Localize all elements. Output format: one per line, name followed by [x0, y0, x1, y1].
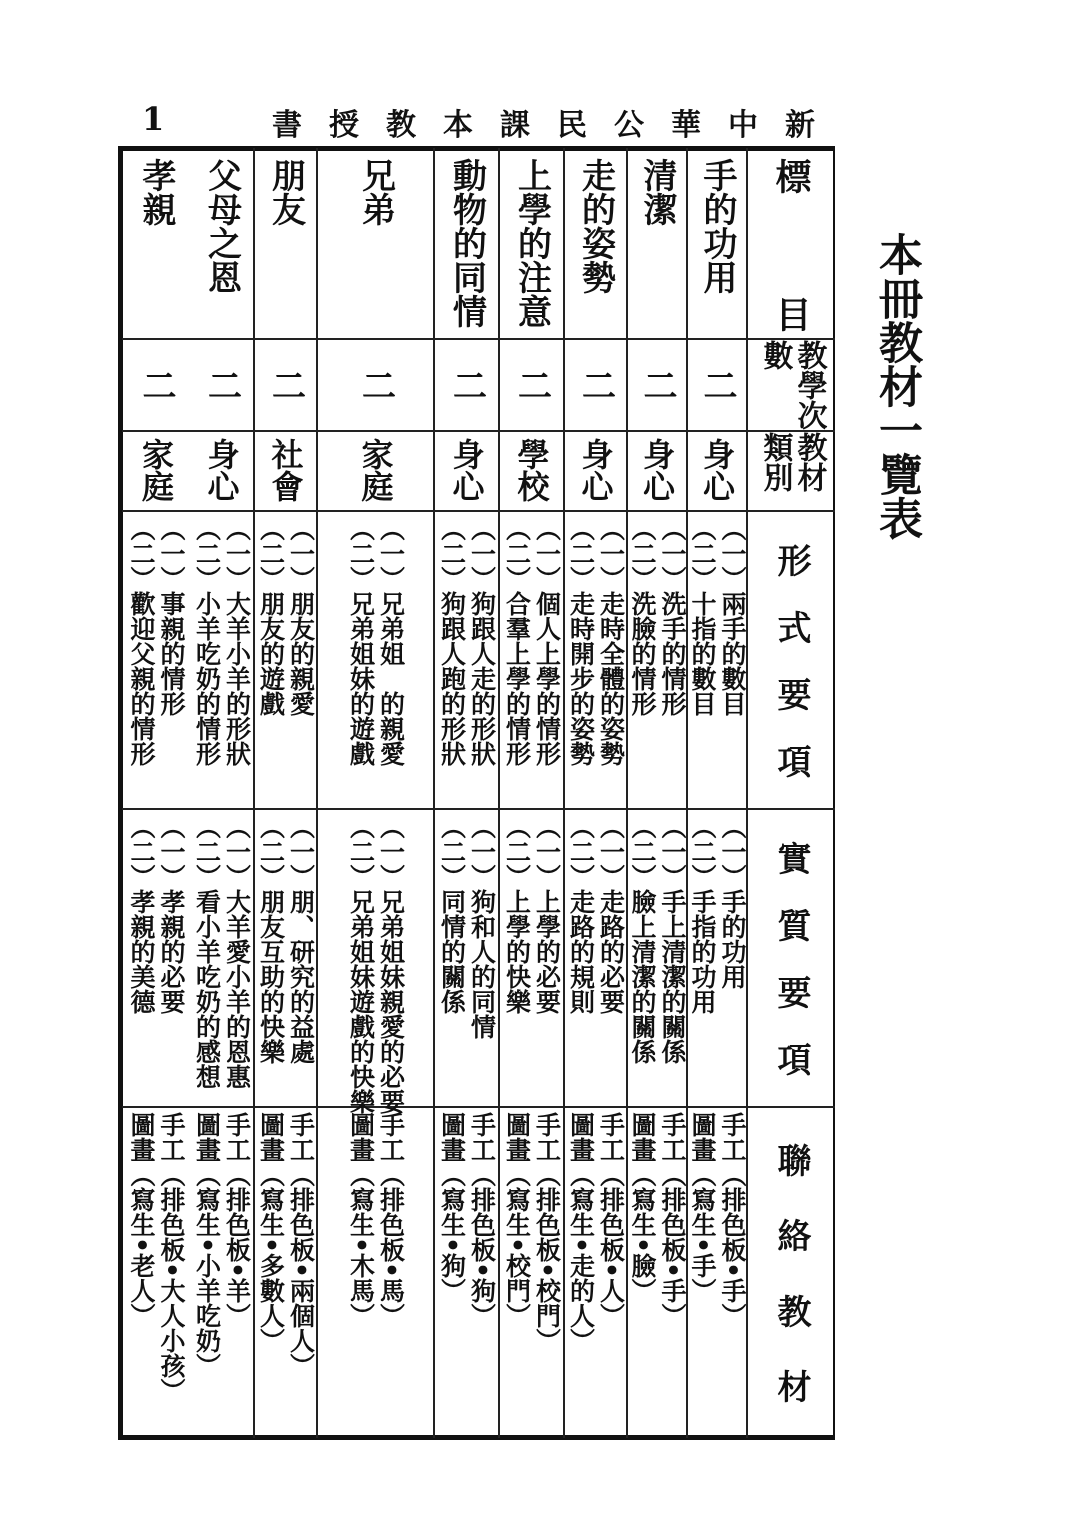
lesson-substance-list [256, 810, 316, 1106]
lesson-form-cell [122, 512, 190, 810]
lesson-substance-list [687, 810, 747, 1106]
lesson-form-item: （一）大羊小羊的形狀 [222, 516, 252, 766]
lesson-substance-item: （二）朋友互助的快樂 [256, 814, 286, 1064]
lesson-substance-list [627, 810, 687, 1106]
lesson-substance-cell [122, 810, 190, 1108]
lesson-form-item: （二）狗跟人跑的形狀 [437, 516, 467, 766]
lesson-links-cell [435, 1108, 498, 1438]
lesson-column [628, 148, 688, 1438]
lesson-title-cell [565, 148, 626, 340]
page-title: 本冊教材一覽表 [871, 232, 922, 540]
lesson-substance-cell [190, 810, 253, 1108]
lesson-substance-item: （二）同情的關係 [437, 814, 467, 1014]
lesson-substance-cell [500, 810, 563, 1108]
lesson-category: 家庭 [356, 438, 395, 502]
lesson-title-cell [255, 148, 316, 340]
lesson-category: 學校 [512, 438, 551, 502]
lesson-substance-cell [435, 810, 498, 1108]
lesson-links-item: 圖畫（寫生•手） [688, 1112, 717, 1303]
lesson-form-list [256, 512, 316, 808]
lesson-title-cell [500, 148, 563, 340]
lesson-category-cell [318, 432, 433, 512]
lesson-title: 手的功用 [697, 158, 737, 294]
lesson-links-item: 圖畫（寫生•校門） [502, 1112, 532, 1328]
lesson-title-cell [435, 148, 498, 340]
lesson-category: 身心 [698, 438, 736, 502]
lesson-links-list [126, 1108, 186, 1438]
header-count: 教學次數 [757, 340, 827, 430]
lesson-form-item: （二）兄弟姐妹的遊戲 [346, 516, 376, 766]
lesson-substance-cell [255, 810, 316, 1108]
lesson-substance-item: （二）臉上清潔的關係 [628, 814, 657, 1064]
header-form-char: 形 [771, 542, 811, 577]
lesson-form-cell [435, 512, 498, 810]
lesson-title-cell [628, 148, 686, 340]
header-title-char: 標 [770, 158, 812, 194]
lesson-category: 身心 [447, 438, 486, 502]
lesson-substance-item: （一）上學的必要 [532, 814, 562, 1014]
header-column [748, 148, 835, 1438]
lesson-form-item: （二）走時開步的姿勢 [566, 516, 596, 766]
lesson-links-list [437, 1108, 497, 1438]
lesson-column [318, 148, 435, 1438]
lesson-substance-item: （一）朋、研究的益處 [286, 814, 316, 1064]
lesson-substance-list [126, 810, 186, 1106]
lesson-count: 二 [511, 368, 552, 402]
header-form [767, 512, 816, 808]
lesson-substance-item: （二）孝親的美德 [127, 814, 156, 1014]
lesson-count-cell [255, 340, 316, 432]
lesson-links-item: 手工（排色板•羊） [222, 1112, 252, 1328]
lesson-column [190, 148, 255, 1438]
header-links-cell [748, 1108, 835, 1438]
lesson-title: 清潔 [637, 158, 677, 226]
lesson-links-item: 圖畫（寫生•狗） [437, 1112, 467, 1303]
header-title-cell [748, 148, 835, 340]
lesson-substance-list [502, 810, 562, 1106]
lesson-category: 家庭 [137, 438, 175, 502]
lesson-form-cell [500, 512, 563, 810]
lesson-column [122, 148, 190, 1438]
lesson-links-item: 手工（排色板•狗） [467, 1112, 497, 1328]
lesson-count-cell [628, 340, 686, 432]
lesson-form-list [502, 512, 562, 808]
lesson-title: 朋友 [265, 158, 306, 226]
lesson-count-cell [122, 340, 190, 432]
lesson-count-cell [688, 340, 746, 432]
lesson-links-item: 圖畫（寫生•走的人） [566, 1112, 596, 1353]
lesson-form-cell [628, 512, 686, 810]
lesson-links-item: 手工（排色板•手） [658, 1112, 687, 1328]
header-links-char: 教 [771, 1293, 811, 1328]
lesson-form-cell [318, 512, 433, 810]
lesson-links-item: 手工（排色板•馬） [376, 1112, 406, 1328]
lesson-title-cell [122, 148, 190, 340]
header-links-char: 聯 [771, 1142, 811, 1177]
lesson-links-item: 圖畫（寫生•老人） [127, 1112, 156, 1328]
header-substance-cell [748, 810, 835, 1108]
lesson-category-cell [435, 432, 498, 512]
lesson-links-list [687, 1108, 747, 1438]
lesson-category-cell [255, 432, 316, 512]
lesson-links-item: 圖畫（寫生•多數人） [256, 1112, 286, 1353]
header-category: 教材類別 [757, 432, 827, 492]
lesson-substance-item: （二）兄弟姐妹遊戲的快樂 [346, 814, 376, 1114]
lesson-count: 二 [355, 368, 396, 402]
lesson-form-list [346, 512, 406, 808]
lesson-title: 動物的同情 [446, 158, 487, 328]
lesson-links-cell [122, 1108, 190, 1438]
lesson-column [255, 148, 318, 1438]
lesson-links-list [256, 1108, 316, 1438]
lesson-title: 上學的注意 [511, 158, 552, 328]
lesson-form-cell [688, 512, 746, 810]
lesson-title-cell [318, 148, 433, 340]
lesson-substance-item: （一）走路的必要 [596, 814, 626, 1014]
lesson-category-cell [688, 432, 746, 512]
header-form-char: 式 [771, 609, 811, 644]
lesson-substance-item: （一）狗和人的同情 [467, 814, 497, 1039]
lesson-links-item: 手工（排色板•大人小孩） [157, 1112, 186, 1403]
lesson-category-cell [190, 432, 253, 512]
header-substance-char: 項 [771, 1041, 811, 1076]
lesson-form-item: （一）個人上學的情形 [532, 516, 562, 766]
lesson-substance-cell [565, 810, 626, 1108]
header-substance-char: 質 [771, 907, 811, 942]
lesson-form-item: （二）歡迎父親的情形 [127, 516, 156, 766]
header-links-char: 絡 [771, 1218, 811, 1253]
lesson-links-cell [190, 1108, 253, 1438]
lesson-substance-list [192, 810, 252, 1106]
lesson-title-cell [190, 148, 253, 340]
lesson-form-cell [190, 512, 253, 810]
lesson-category: 社會 [266, 438, 305, 502]
lesson-form-cell [255, 512, 316, 810]
lesson-links-list [502, 1108, 562, 1438]
lesson-links-item: 圖畫（寫生•小羊吃奶） [192, 1112, 222, 1378]
header-title-char: 目 [770, 296, 812, 332]
header-substance-char: 要 [771, 974, 811, 1009]
lesson-form-item: （一）狗跟人走的形狀 [467, 516, 497, 766]
lesson-substance-item: （二）上學的快樂 [502, 814, 532, 1014]
lesson-category-cell [500, 432, 563, 512]
lesson-column [435, 148, 500, 1438]
lesson-substance-item: （二）看小羊吃奶的感想 [192, 814, 222, 1089]
lesson-form-item: （一）走時全體的姿勢 [596, 516, 626, 766]
lesson-form-cell [565, 512, 626, 810]
lesson-links-cell [500, 1108, 563, 1438]
lesson-form-item: （二）合羣上學的情形 [502, 516, 532, 766]
lesson-links-cell [628, 1108, 686, 1438]
lesson-form-list [126, 512, 186, 808]
lesson-count: 二 [637, 368, 677, 402]
lesson-form-item: （一）兩手的數目 [718, 516, 747, 716]
lesson-form-item: （二）十指的數目 [688, 516, 717, 716]
lesson-title: 父母之恩 [201, 158, 242, 294]
lesson-category: 身心 [638, 438, 676, 502]
lesson-substance-item: （二）走路的規則 [566, 814, 596, 1014]
lesson-count: 二 [575, 368, 616, 402]
lesson-category-cell [565, 432, 626, 512]
lesson-substance-item: （一）孝親的必要 [157, 814, 186, 1014]
header-form-char: 要 [771, 676, 811, 711]
lesson-substance-item: （二）手指的功用 [688, 814, 717, 1014]
lesson-count-cell [318, 340, 433, 432]
lesson-links-list [566, 1108, 626, 1438]
lesson-form-item: （一）兄弟姐 的親愛 [376, 516, 406, 766]
lesson-title: 兄弟 [355, 158, 396, 226]
lesson-count: 二 [446, 368, 487, 402]
lesson-form-list [687, 512, 747, 808]
lesson-form-list [566, 512, 626, 808]
lesson-count-cell [190, 340, 253, 432]
lesson-column [565, 148, 628, 1438]
lesson-substance-cell [318, 810, 433, 1114]
header-count-cell [748, 340, 835, 432]
lesson-substance-cell [628, 810, 686, 1108]
lesson-substance-item: （一）兄弟姐妹親愛的必要 [376, 814, 406, 1114]
lesson-substance-list [437, 810, 497, 1106]
lesson-substance-item: （一）手的功用 [718, 814, 747, 989]
lesson-count: 二 [265, 368, 306, 402]
lesson-title: 走的姿勢 [575, 158, 616, 294]
lesson-title: 孝親 [136, 158, 176, 226]
lesson-category-cell [628, 432, 686, 512]
lesson-links-list [627, 1108, 687, 1438]
lesson-count-cell [500, 340, 563, 432]
lesson-column [500, 148, 565, 1438]
header-category-cell [748, 432, 835, 512]
lesson-form-item: （二）小羊吃奶的情形 [192, 516, 222, 766]
lesson-form-list [192, 512, 252, 808]
lesson-links-list [192, 1108, 252, 1438]
header-links [767, 1108, 816, 1438]
page-number: 1 [142, 100, 165, 138]
lesson-links-cell [688, 1108, 746, 1438]
lesson-form-item: （一）朋友的親愛 [286, 516, 316, 716]
lesson-substance-item: （一）大羊愛小羊的恩惠 [222, 814, 252, 1089]
header-title [766, 148, 817, 338]
lesson-count-cell [565, 340, 626, 432]
lesson-form-list [437, 512, 497, 808]
lesson-count: 二 [136, 368, 176, 402]
lesson-links-cell [318, 1108, 433, 1438]
lesson-links-cell [255, 1108, 316, 1438]
header-substance-char: 實 [771, 840, 811, 875]
header-form-char: 項 [771, 743, 811, 778]
lesson-title-cell [688, 148, 746, 340]
lesson-form-item: （二）洗臉的情形 [628, 516, 657, 716]
lesson-links-item: 手工（排色板•兩個人） [286, 1112, 316, 1378]
lesson-links-item: 圖畫（寫生•木馬） [346, 1112, 376, 1328]
lesson-links-cell [565, 1108, 626, 1438]
header-links-char: 材 [771, 1369, 811, 1404]
lesson-links-list [346, 1108, 406, 1438]
running-title: 新中華公民課本教授書 [272, 108, 842, 143]
lesson-links-item: 手工（排色板•校門） [532, 1112, 562, 1353]
header-form-cell [748, 512, 835, 810]
lesson-count-cell [435, 340, 498, 432]
lesson-links-item: 圖畫（寫生•臉） [628, 1112, 657, 1303]
lesson-count: 二 [201, 368, 242, 402]
lesson-category: 身心 [576, 438, 615, 502]
lesson-category: 身心 [202, 438, 241, 502]
lesson-substance-list [346, 810, 406, 1114]
lesson-count: 二 [697, 368, 737, 402]
lesson-column [688, 148, 748, 1438]
lesson-substance-list [566, 810, 626, 1106]
lesson-form-list [627, 512, 687, 808]
lesson-form-item: （一）洗手的情形 [658, 516, 687, 716]
lesson-substance-item: （一）手上清潔的關係 [658, 814, 687, 1064]
lesson-form-item: （二）朋友的遊戲 [256, 516, 286, 716]
lesson-links-item: 手工（排色板•手） [718, 1112, 747, 1328]
lesson-category-cell [122, 432, 190, 512]
lesson-substance-cell [688, 810, 746, 1108]
header-substance [767, 810, 816, 1106]
lesson-form-item: （一）事親的情形 [157, 516, 186, 716]
lesson-links-item: 手工（排色板•人） [596, 1112, 626, 1328]
